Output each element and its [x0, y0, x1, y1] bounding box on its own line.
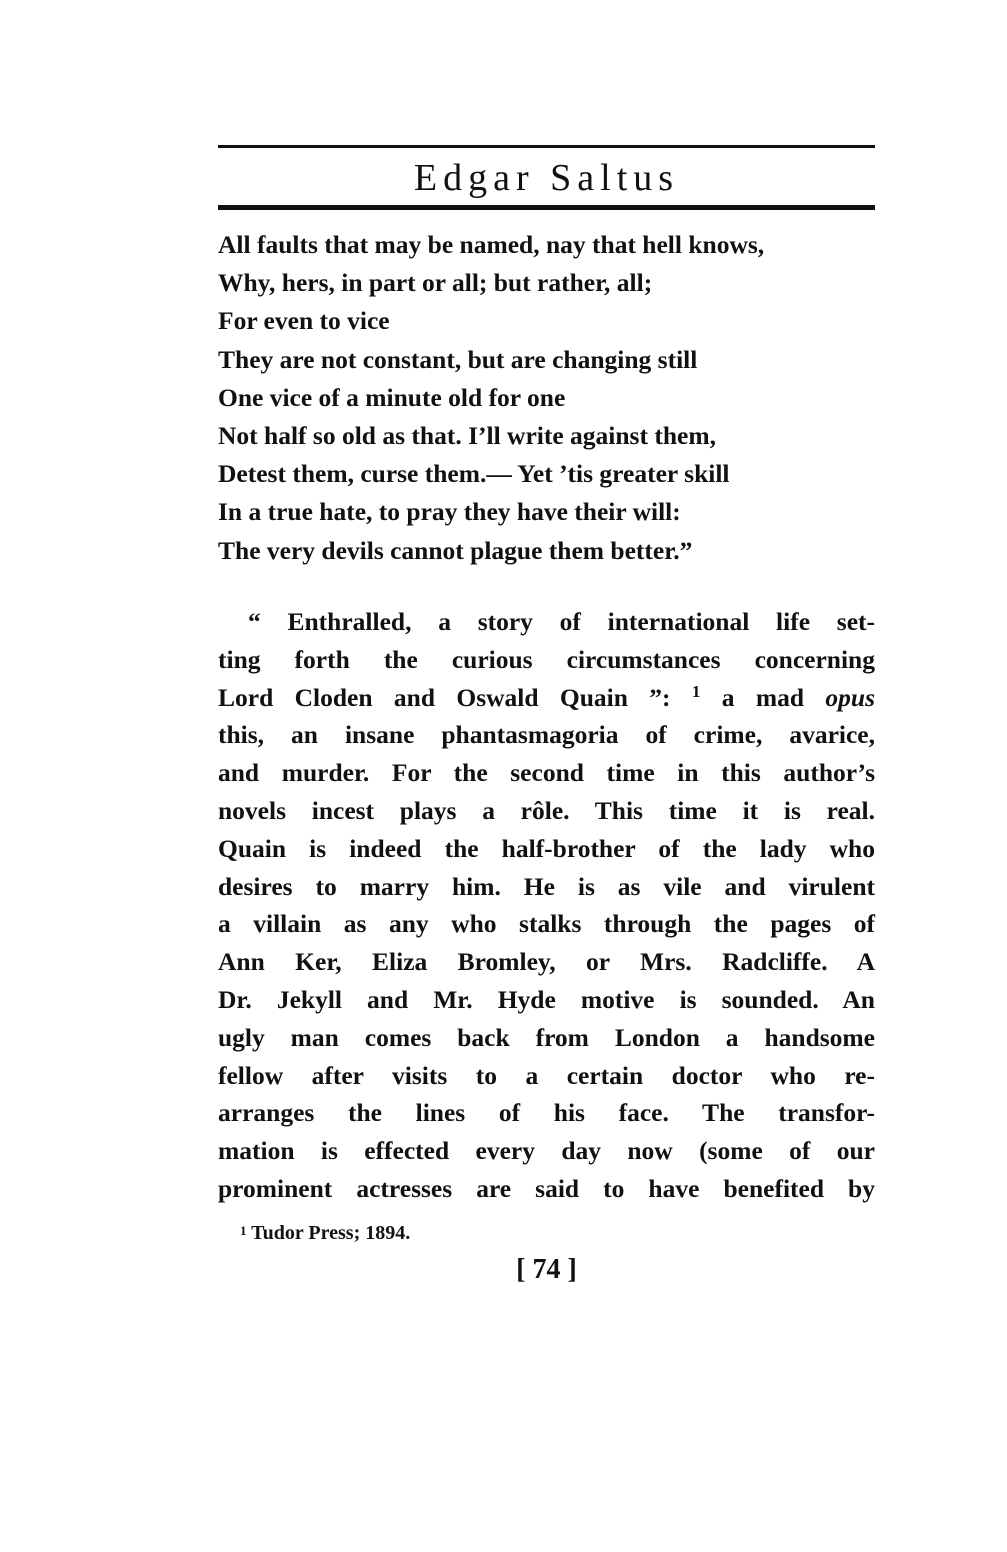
verse-line: Why, hers, in part or all; but rather, all;	[218, 268, 653, 298]
italic-word: opus	[825, 682, 875, 712]
paragraph-line: Quain is indeed the half-brother of the lady who	[218, 833, 875, 863]
paragraph-line: Dr. Jekyll and Mr. Hyde motive is sounded. An	[218, 984, 875, 1014]
paragraph-line: ting forth the curious circumstances concerning	[218, 644, 875, 674]
paragraph-line: a villain as any who stalks through the pages of	[218, 909, 875, 939]
paragraph-line: desires to marry him. He is as vile and virulent	[218, 871, 875, 901]
paragraph-text: Lord Cloden and Oswald Quain ”:	[218, 682, 671, 712]
paragraph-text: a mad	[721, 682, 805, 712]
page-number: [ 74 ]	[516, 1254, 577, 1285]
paragraph-line: arranges the lines of his face. The transfor-	[218, 1098, 875, 1128]
verse-line: In a true hate, to pray they have their will:	[218, 497, 681, 527]
paragraph-line: this, an insane phantasmagoria of crime, avarice,	[218, 720, 875, 750]
footnote	[240, 1219, 410, 1247]
verse-line: Not half so old as that. I’ll write against them,	[218, 421, 716, 451]
header-rule-bottom	[218, 205, 875, 210]
verse-line: The very devils cannot plague them better.”	[218, 535, 693, 565]
paragraph-line: novels incest plays a rôle. This time it is real.	[218, 795, 875, 825]
paragraph-line: ugly man comes back from London a handsome	[218, 1022, 875, 1052]
footnote-text: Tudor Press; 1894.	[251, 1222, 411, 1244]
verse-quotation	[218, 226, 878, 570]
verse-line: All faults that may be named, nay that hell knows,	[218, 230, 765, 259]
paragraph-line: “ Enthralled, a story of international life set-	[248, 607, 875, 636]
header-rule-top	[218, 145, 875, 148]
paragraph-line: prominent actresses are said to have benefited by	[218, 1173, 875, 1203]
verse-line: They are not constant, but are changing still	[218, 344, 698, 374]
body-paragraph	[218, 603, 875, 1208]
running-head: Edgar Saltus	[413, 157, 680, 199]
paragraph-line: fellow after visits to a certain doctor who re-	[218, 1060, 875, 1090]
footnote-reference: 1	[691, 681, 701, 701]
footnote-marker: 1	[240, 1223, 247, 1238]
paragraph-line: mation is effected every day now (some of our	[218, 1136, 875, 1166]
paragraph-line-with-footnote	[218, 679, 875, 717]
paragraph-line: and murder. For the second time in this author’s	[218, 758, 875, 788]
paragraph-line: Ann Ker, Eliza Bromley, or Mrs. Radcliffe. A	[218, 947, 875, 977]
verse-line: Detest them, curse them.— Yet ’tis greater skill	[218, 459, 730, 489]
verse-line: For even to vice	[218, 306, 390, 336]
verse-line: One vice of a minute old for one	[218, 382, 566, 412]
